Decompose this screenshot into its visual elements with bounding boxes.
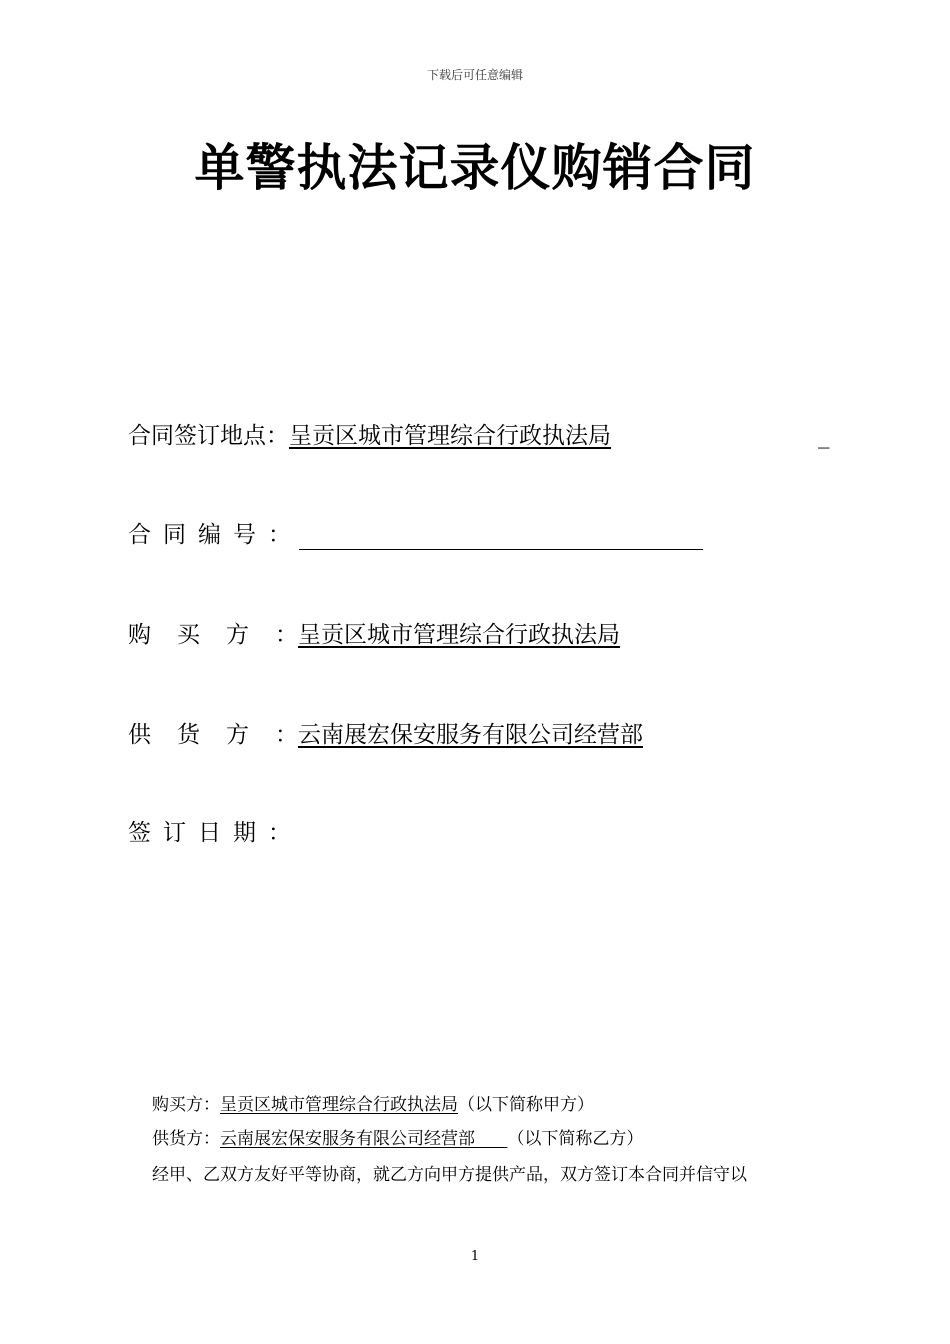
buyer-label bbox=[128, 620, 324, 650]
buyer-label-text: 购买方： bbox=[128, 622, 324, 648]
signing-place-trail: _ bbox=[818, 423, 830, 449]
signing-place-value: 呈贡区城市管理综合行政执法局 bbox=[289, 423, 611, 449]
body-supplier-name: 云南展宏保安服务有限公司经营部 bbox=[220, 1129, 475, 1149]
buyer-value: 呈贡区城市管理综合行政执法局 bbox=[298, 622, 620, 648]
body-buyer-prefix: 购买方： bbox=[152, 1095, 220, 1115]
page-number: 1 bbox=[470, 1249, 480, 1264]
field-contract-number bbox=[128, 520, 703, 550]
body-buyer-line bbox=[152, 1094, 594, 1116]
document-title: 单警执法记录仪购销合同 bbox=[194, 139, 756, 197]
signing-place-label: 合同签订地点： bbox=[128, 423, 289, 449]
contract-number-blank bbox=[299, 525, 703, 550]
field-sign-date bbox=[128, 818, 303, 848]
header-note: 下载后可任意编辑 bbox=[426, 68, 523, 82]
body-supplier-suffix: （以下简称乙方） bbox=[507, 1129, 644, 1149]
body-buyer-name: 呈贡区城市管理综合行政执法局 bbox=[220, 1095, 458, 1115]
body-supplier-line bbox=[152, 1128, 643, 1150]
supplier-label bbox=[128, 720, 324, 750]
field-supplier bbox=[128, 720, 643, 750]
sign-date-label: 签订日期： bbox=[128, 820, 303, 846]
body-supplier-prefix: 供货方： bbox=[152, 1129, 220, 1149]
contract-number-label: 合同编号： bbox=[128, 522, 303, 548]
body-supplier-underline-gap bbox=[475, 1129, 507, 1149]
field-signing-place bbox=[128, 421, 830, 451]
supplier-label-text: 供货方： bbox=[128, 722, 324, 748]
supplier-value: 云南展宏保安服务有限公司经营部 bbox=[298, 722, 643, 748]
body-intro: 经甲、乙双方友好平等协商，就乙方向甲方提供产品，双方签订本合同并信守以 bbox=[152, 1165, 747, 1185]
field-buyer bbox=[128, 620, 620, 650]
body-buyer-suffix: （以下简称甲方） bbox=[458, 1095, 594, 1115]
